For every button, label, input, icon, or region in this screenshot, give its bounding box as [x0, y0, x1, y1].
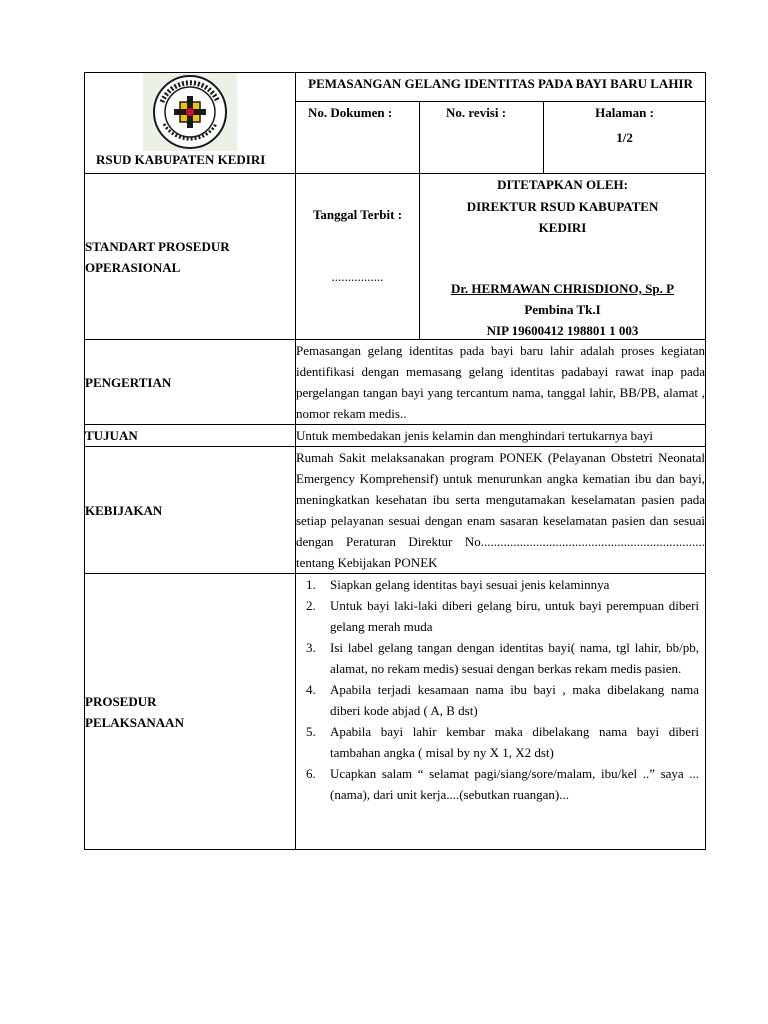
pengertian-text: Pemasangan gelang identitas pada bayi baru lahir adalah proses kegiatan identifikasi dengan memasang gelang identitas padabayi rawat inap pada pergelangan tangan bayi yang tercantum nama, tanggal lahir, BB/PB, alamat , nomor rekam medis..	[296, 340, 706, 425]
document-title: PEMASANGAN GELANG IDENTITAS PADA BAYI BARU LAHIR	[296, 73, 706, 102]
step-text: Siapkan gelang identitas bayi sesuai jenis kelaminnya	[330, 577, 610, 592]
prosedur-label	[85, 574, 296, 850]
step-number: 2.	[306, 598, 316, 613]
step-number: 1.	[306, 577, 316, 592]
sop-document-table	[84, 72, 706, 850]
doc-number-label: No. Dokumen :	[296, 102, 420, 174]
procedure-step	[296, 763, 699, 805]
director-nip: NIP 19600412 198801 1 003	[486, 323, 639, 338]
page-cell	[544, 102, 706, 174]
step-text: Untuk bayi laki-laki diberi gelang biru, untuk bayi perempuan diberi gelang merah muda	[330, 598, 700, 634]
approval-cell	[420, 174, 706, 340]
hospital-logo	[143, 73, 237, 151]
director-name: Dr. HERMAWAN CHRISDIONO, Sp. P	[450, 281, 675, 296]
step-number: 4.	[306, 682, 316, 697]
procedure-step	[296, 574, 699, 595]
issue-date-label: Tanggal Terbit :	[312, 207, 403, 222]
logo-cell	[85, 73, 296, 174]
step-number: 3.	[306, 640, 316, 655]
director-line1: DIREKTUR RSUD KABUPATEN	[466, 199, 659, 214]
tujuan-label: TUJUAN	[85, 425, 296, 447]
step-text: Apabila bayi lahir kembar maka dibelakang nama bayi diberi tambahan angka ( misal by ny X 1, X2 dst)	[330, 724, 700, 760]
page-value: 1/2	[616, 130, 633, 146]
procedure-step	[296, 595, 699, 637]
issue-date-value: ................	[331, 269, 384, 284]
step-text: Apabila terjadi kesamaan nama ibu bayi , maka dibelakang nama diberi kode abjad ( A, B dst)	[330, 682, 700, 718]
prosedur-label-line2: PELAKSANAAN	[85, 714, 184, 730]
director-rank: Pembina Tk.I	[524, 302, 601, 317]
tujuan-text: Untuk membedakan jenis kelamin dan menghindari tertukarnya bayi	[296, 425, 706, 447]
prosedur-steps-list	[296, 574, 705, 805]
step-text: Ucapkan salam “ selamat pagi/siang/sore/malam, ibu/kel ..” saya ...(nama), dari unit kerja....(sebutkan ruangan)...	[330, 766, 700, 802]
step-number: 5.	[306, 724, 316, 739]
hospital-seal-icon	[148, 74, 232, 150]
sop-label-line2: OPERASIONAL	[85, 259, 181, 275]
sop-label	[85, 174, 296, 340]
issue-date-cell	[296, 174, 420, 340]
step-number: 6.	[306, 766, 316, 781]
director-line2: KEDIRI	[538, 220, 587, 235]
pengertian-label: PENGERTIAN	[85, 340, 296, 425]
sop-label-line1: STANDART PROSEDUR	[85, 238, 230, 254]
page-label: Halaman :	[595, 105, 654, 121]
procedure-step	[296, 679, 699, 721]
procedure-step	[296, 721, 699, 763]
prosedur-steps-cell	[296, 574, 706, 850]
kebijakan-text: Rumah Sakit melaksanakan program PONEK (Pelayanan Obstetri Neonatal Emergency Komprehensif) untuk menurunkan angka kematian ibu dan bayi, meningkatkan kesehatan ibu serta mengutamakan keselamatan pasien pada setiap pelayanan sesuai dengan enam sasaran keselamatan pasien dan sesuai dengan Peraturan Direktur No..................................................................... tentang Kebijakan PONEK	[296, 447, 706, 574]
set-by: DITETAPKAN OLEH:	[497, 177, 628, 192]
kebijakan-label: KEBIJAKAN	[85, 447, 296, 574]
revision-label: No. revisi :	[420, 102, 544, 174]
step-text: Isi label gelang tangan dengan identitas bayi( nama, tgl lahir, bb/pb, alamat, no rekam medis) sesuai dengan berkas rekam medis pasien.	[330, 640, 700, 676]
hospital-name: RSUD KABUPATEN KEDIRI	[96, 152, 266, 167]
procedure-step	[296, 637, 699, 679]
prosedur-label-line1: PROSEDUR	[85, 693, 157, 709]
